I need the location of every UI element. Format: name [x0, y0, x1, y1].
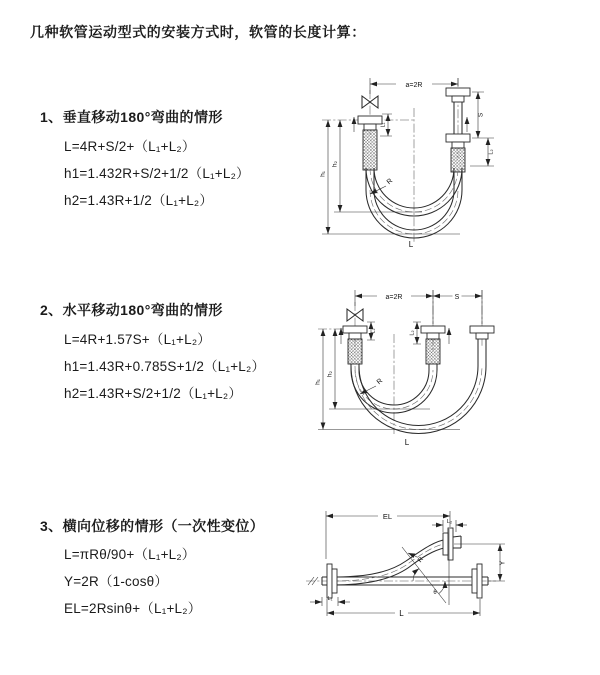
diagram-lateral-displacement: [298, 503, 598, 643]
formula-line: h1=1.432R+S/2+1/2（L₁+L₂）: [64, 166, 250, 181]
formula-line: L=4R+S/2+（L₁+L₂）: [64, 139, 196, 154]
radius-label: R: [385, 177, 395, 187]
section-2-heading: 2、水平移动180°弯曲的情形: [40, 302, 223, 318]
diagram-vertical-180-bend: [310, 70, 590, 260]
height-dimensions: [320, 120, 461, 234]
section-3-heading: 3、横向位移的情形（一次性变位）: [40, 518, 265, 534]
formula-line: h1=1.43R+0.785S+1/2（L₁+L₂）: [64, 359, 266, 374]
s-curve-hose-displaced-position: [332, 539, 448, 585]
left-flange: [327, 564, 337, 598]
centerlines: [319, 78, 458, 244]
y-dim-label: Y: [499, 560, 507, 566]
radius-label: R: [375, 377, 385, 387]
h1-dim-label: h₁: [319, 171, 327, 177]
braid-hose-section: [348, 339, 362, 364]
length-label: L: [408, 240, 414, 249]
middle-riser: [421, 326, 445, 370]
braid-hose-section: [426, 339, 440, 364]
h2-dim-label: h₂: [331, 160, 339, 168]
radius-leader: [360, 378, 384, 394]
formula-line: L=πRθ/90+（L₁+L₂）: [64, 547, 196, 562]
braid-hose-section: [451, 148, 465, 172]
formula-line: Y=2R（1-cosθ）: [64, 574, 169, 589]
diagram-horizontal-180-bend: [310, 282, 590, 462]
l2-dim-label: L₂: [488, 149, 495, 155]
section-1-heading: 1、垂直移动180°弯曲的情形: [40, 109, 223, 125]
el-dimension: [326, 511, 453, 559]
stroke-and-fitting-dimension-right: [470, 92, 495, 166]
l2-dim-label: L₂: [409, 330, 416, 336]
el-dim-label: EL: [382, 512, 393, 521]
l1-fitting-dimension: [310, 596, 350, 606]
l2-dim-label: L₂: [446, 519, 453, 525]
l1-dim-label: L₁: [327, 596, 333, 602]
l1-dim-label: L₁: [380, 122, 387, 128]
stroke-dim-label: S: [454, 294, 460, 301]
span-and-stroke-dimensions: [355, 290, 482, 324]
stroke-dim-label: S: [477, 112, 485, 118]
l1-dim-label: L₁: [370, 328, 377, 334]
document-title: 几种软管运动型式的安装方式时，软管的长度计算：: [30, 24, 366, 40]
right-riser: [446, 88, 470, 190]
formula-line: h2=1.43R+1/2（L₁+L₂）: [64, 193, 214, 208]
left-riser: [358, 116, 382, 190]
hose-u-bend-arcs: [351, 366, 486, 434]
length-label: L: [404, 438, 410, 447]
formula-line: EL=2Rsinθ+（L₁+L₂）: [64, 601, 202, 616]
left-riser: [343, 326, 367, 370]
h2-dim-label: h₂: [326, 370, 334, 378]
radius-label: R: [416, 555, 426, 565]
span-dim-label: a=2R: [405, 82, 423, 89]
formula-line: h2=1.43R+S/2+1/2（L₁+L₂）: [64, 386, 243, 401]
span-dim-label: a=2R: [385, 294, 403, 301]
length-label: L: [399, 609, 404, 618]
span-dimension: [370, 78, 458, 94]
braid-hose-section: [363, 130, 377, 170]
formula-line: L=4R+1.57S+（L₁+L₂）: [64, 332, 211, 347]
radius-leader: [408, 553, 425, 564]
h1-dim-label: h₁: [314, 379, 322, 385]
right-riser: [470, 326, 494, 366]
theta-label: θ: [433, 590, 437, 596]
